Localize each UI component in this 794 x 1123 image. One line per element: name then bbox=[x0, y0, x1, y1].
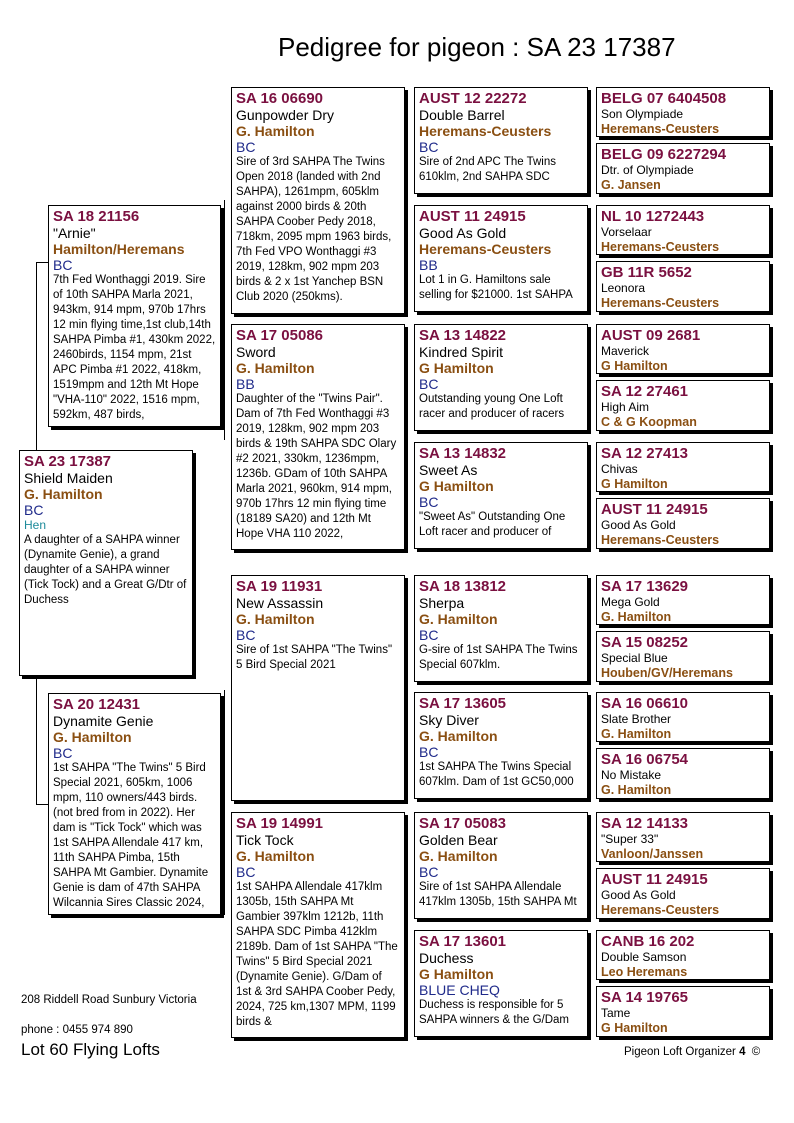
ring-number: AUST 09 2681 bbox=[601, 327, 701, 344]
color: BC bbox=[419, 744, 439, 760]
pigeon-name: "Arnie" bbox=[53, 225, 96, 241]
color: BB bbox=[236, 376, 255, 392]
ring-number: SA 14 19765 bbox=[601, 989, 689, 1006]
pigeon-name: Sweet As bbox=[419, 462, 478, 478]
pigeon-name: Double Barrel bbox=[419, 107, 505, 123]
ring-number: SA 17 05086 bbox=[236, 327, 324, 344]
sire-card[interactable] bbox=[48, 205, 221, 427]
color: BC bbox=[236, 139, 256, 155]
pigeon-name: Dtr. of Olympiade bbox=[601, 163, 694, 177]
notes: A daughter of a SAHPA winner (Dynamite Genie), a grand daughter of a SAHPA winner (Tick Tock) and a Great G/Dtr of Duchess bbox=[24, 534, 187, 606]
pigeon-name: Tame bbox=[601, 1006, 631, 1020]
notes: Daughter of the "Twins Pair". Dam of 7th Fed Wonthaggi #3 2019, 128km, 902 mpm 203 birds & 19th SAHPA SDC Olary #2 2021, 330km, 1236mpm, 1236b. GDam of 10th SAHPA Marla 2021, 960km, 914 mpm, 970b 17hrs 12 min flying time (18189 SA20) and 12th Mt Hope VHA 110 2022, bbox=[236, 393, 397, 540]
breeder: G Hamilton bbox=[601, 1021, 668, 1035]
breeder: G. Hamilton bbox=[419, 611, 498, 627]
breeder: G. Hamilton bbox=[601, 727, 672, 741]
connector-line bbox=[36, 676, 37, 804]
ring-number: SA 16 06754 bbox=[601, 751, 689, 768]
sex: Hen bbox=[24, 518, 47, 532]
ring-number: SA 17 13601 bbox=[419, 933, 507, 950]
ring-number: SA 17 13629 bbox=[601, 578, 689, 595]
ring-number: AUST 11 24915 bbox=[601, 501, 708, 518]
ring-number: SA 19 11931 bbox=[236, 578, 323, 595]
ring-number: SA 16 06690 bbox=[236, 90, 324, 107]
connector-line bbox=[224, 690, 225, 915]
ancestor-card[interactable] bbox=[596, 631, 770, 682]
ring-number: BELG 07 6404508 bbox=[601, 90, 727, 107]
connector-line bbox=[224, 200, 225, 440]
notes: Sire of 1st SAHPA "The Twins" 5 Bird Special 2021 bbox=[236, 644, 393, 671]
breeder: G. Hamilton bbox=[419, 848, 498, 864]
ring-number: AUST 11 24915 bbox=[601, 871, 708, 888]
ancestor-card[interactable] bbox=[596, 498, 770, 549]
ancestor-card[interactable] bbox=[596, 692, 770, 742]
ancestor-card[interactable] bbox=[596, 380, 770, 431]
notes: 7th Fed Wonthaggi 2019. Sire of 10th SAHPA Marla 2021, 943km, 914 mpm, 970b 17hrs 12 min flying time,1st club,14th SAHPA Pimba #1, 430km 2022, 2460birds, 1154 mpm, 21st APC Pimba #1 2022, 418km, 1519mpm and 12th Mt Hope "VHA-110" 2022, 1516 mpm, 592km, 487 birds, bbox=[53, 274, 216, 421]
pigeon-name: Shield Maiden bbox=[24, 470, 113, 486]
breeder: G Hamilton bbox=[601, 477, 668, 491]
breeder: Leo Heremans bbox=[601, 965, 688, 979]
breeder: G. Hamilton bbox=[236, 848, 315, 864]
connector-line bbox=[36, 262, 48, 263]
ring-number: SA 13 14832 bbox=[419, 445, 507, 462]
pigeon-name: Duchess bbox=[419, 950, 474, 966]
breeder: G. Hamilton bbox=[236, 360, 315, 376]
grandparent-card[interactable] bbox=[231, 324, 405, 550]
color: BC bbox=[24, 502, 44, 518]
address: 208 Riddell Road Sunbury Victoria bbox=[21, 994, 197, 1006]
breeder: G. Hamilton bbox=[236, 611, 315, 627]
pigeon-name: Tick Tock bbox=[236, 832, 294, 848]
pigeon-name: New Assassin bbox=[236, 595, 324, 611]
subject-card[interactable] bbox=[19, 450, 193, 676]
phone: phone : 0455 974 890 bbox=[21, 1024, 133, 1036]
ring-number: AUST 11 24915 bbox=[419, 208, 526, 225]
breeder: G Hamilton bbox=[601, 359, 668, 373]
pigeon-name: Golden Bear bbox=[419, 832, 498, 848]
pigeon-name: Sword bbox=[236, 344, 276, 360]
breeder: Heremans-Ceusters bbox=[601, 533, 720, 547]
ancestor-card[interactable] bbox=[596, 261, 770, 312]
great-grandparent-card[interactable] bbox=[414, 442, 588, 549]
color: BB bbox=[419, 257, 438, 273]
ring-number: SA 18 21156 bbox=[53, 208, 140, 225]
ring-number: SA 20 12431 bbox=[53, 696, 141, 713]
breeder: G. Hamilton bbox=[236, 123, 315, 139]
color: BC bbox=[53, 745, 73, 761]
ring-number: SA 12 27461 bbox=[601, 383, 689, 400]
ring-number: SA 17 13605 bbox=[419, 695, 507, 712]
breeder: Heremans-Ceusters bbox=[601, 122, 720, 136]
notes: Outstanding young One Loft racer and producer of racers bbox=[419, 393, 565, 420]
ring-number: SA 13 14822 bbox=[419, 327, 507, 344]
ancestor-card[interactable] bbox=[596, 143, 770, 194]
notes: Sire of 3rd SAHPA The Twins Open 2018 (landed with 2nd SAHPA), 1261mpm, 605klm against 2000 birds & 20th SAHPA Coober Pedy 2018, 718km, 2095 mpm 1963 birds, 7th Fed VPO Wonthaggi #3 2019, 128km, 902 mpm 203 birds & 2 x 1st Yanchep BSN Club 2020 (250kms). bbox=[236, 156, 392, 303]
ring-number: SA 23 17387 bbox=[24, 453, 112, 470]
ancestor-card[interactable] bbox=[596, 324, 770, 374]
color: BLUE CHEQ bbox=[419, 982, 500, 998]
dam-card[interactable] bbox=[48, 693, 221, 915]
breeder: G Hamilton bbox=[419, 478, 494, 494]
pigeon-name: "Super 33" bbox=[601, 832, 659, 846]
breeder: Hamilton/Heremans bbox=[53, 241, 185, 257]
notes: 1st SAHPA Allendale 417klm 1305b, 15th SAHPA Mt Gambier 397klm 1212b, 11th SAHPA SDC Pimba 412klm 2189b. Dam of 1st SAHPA "The Twins" 5 Bird Special 2021 (Dynamite Genie). G/Dam of 1st & 3rd SAHPA Coober Pedy, 2024, 725 km,1307 MPM, 1199 birds & bbox=[236, 881, 398, 1028]
breeder: Heremans-Ceusters bbox=[601, 903, 720, 917]
pigeon-name: Vorselaar bbox=[601, 225, 652, 239]
pigeon-name: Double Samson bbox=[601, 950, 687, 964]
grandparent-card[interactable] bbox=[231, 812, 405, 1038]
pigeon-name: Sherpa bbox=[419, 595, 465, 611]
breeder: G. Hamilton bbox=[53, 729, 132, 745]
color: BC bbox=[53, 257, 73, 273]
breeder: G. Hamilton bbox=[601, 783, 672, 797]
notes: 1st SAHPA "The Twins" 5 Bird Special 2021, 605km, 1006 mpm, 110 owners/443 birds. (not bred from in 2022). Her dam is "Tick Tock" which was 1st SAHPA Allendale 417 km, 11th SAHPA Pimba, 15th SAHPA Mt Gambier. Dynamite Genie is dam of 47th SAHPA Wilcannia Sires Classic 2024, bbox=[53, 762, 209, 909]
breeder: Vanloon/Janssen bbox=[601, 847, 704, 861]
pigeon-name: Dynamite Genie bbox=[53, 713, 154, 729]
ring-number: SA 12 14133 bbox=[601, 815, 689, 832]
copyright-icon: © bbox=[751, 1046, 761, 1058]
breeder: G. Hamilton bbox=[601, 610, 672, 624]
ring-number: BELG 09 6227294 bbox=[601, 146, 727, 163]
ring-number: NL 10 1272443 bbox=[601, 208, 705, 225]
connector-line bbox=[36, 804, 48, 805]
grandparent-card[interactable] bbox=[231, 575, 405, 801]
pigeon-name: Chivas bbox=[601, 462, 638, 476]
ancestor-card[interactable] bbox=[596, 986, 770, 1037]
great-grandparent-card[interactable] bbox=[414, 930, 588, 1037]
notes: Sire of 1st SAHPA Allendale 417klm 1305b, 15th SAHPA Mt bbox=[419, 881, 577, 908]
great-grandparent-card[interactable] bbox=[414, 812, 588, 919]
ancestor-card[interactable] bbox=[596, 868, 770, 919]
ancestor-card[interactable] bbox=[596, 748, 770, 799]
pigeon-name: Leonora bbox=[601, 281, 646, 295]
breeder: G. Hamilton bbox=[24, 486, 103, 502]
connector-line bbox=[36, 262, 37, 450]
notes: Duchess is responsible for 5 SAHPA winners & the G/Dam bbox=[419, 999, 569, 1026]
notes: Lot 1 in G. Hamiltons sale selling for $21000. 1st SAHPA bbox=[419, 274, 573, 301]
notes: Sire of 2nd APC The Twins 610klm, 2nd SAHPA SDC bbox=[419, 156, 557, 183]
pigeon-name: No Mistake bbox=[601, 768, 662, 782]
ring-number: SA 18 13812 bbox=[419, 578, 507, 595]
software-credit bbox=[624, 1046, 760, 1058]
pigeon-name: Good As Gold bbox=[601, 888, 676, 902]
great-grandparent-card[interactable] bbox=[414, 692, 588, 799]
breeder: Houben/GV/Heremans bbox=[601, 666, 733, 680]
breeder: Heremans-Ceusters bbox=[601, 296, 720, 310]
ring-number: SA 16 06610 bbox=[601, 695, 689, 712]
ring-number: SA 15 08252 bbox=[601, 634, 689, 651]
pigeon-name: Son Olympiade bbox=[601, 107, 684, 121]
color: BC bbox=[419, 376, 439, 392]
breeder: G Hamilton bbox=[419, 966, 494, 982]
pigeon-name: Good As Gold bbox=[601, 518, 676, 532]
page-number: 4 bbox=[739, 1046, 746, 1058]
ring-number: CANB 16 202 bbox=[601, 933, 695, 950]
ring-number: SA 17 05083 bbox=[419, 815, 507, 832]
color: BC bbox=[236, 627, 256, 643]
color: BC bbox=[236, 864, 256, 880]
breeder: Heremans-Ceusters bbox=[419, 241, 552, 257]
pigeon-name: High Aim bbox=[601, 400, 650, 414]
notes: 1st SAHPA The Twins Special 607klm. Dam of 1st GC50,000 bbox=[419, 761, 574, 788]
great-grandparent-card[interactable] bbox=[414, 575, 588, 682]
ancestor-card[interactable] bbox=[596, 205, 770, 255]
pigeon-name: Gunpowder Dry bbox=[236, 107, 335, 123]
ancestor-card[interactable] bbox=[596, 930, 770, 980]
ancestor-card[interactable] bbox=[596, 442, 770, 492]
ancestor-card[interactable] bbox=[596, 575, 770, 625]
breeder: Heremans-Ceusters bbox=[419, 123, 552, 139]
lot-label: Lot 60 Flying Lofts bbox=[21, 1040, 160, 1059]
pigeon-name: Maverick bbox=[601, 344, 650, 358]
pigeon-name: Sky Diver bbox=[419, 712, 479, 728]
breeder: C & G Koopman bbox=[601, 415, 697, 429]
great-grandparent-card[interactable] bbox=[414, 87, 588, 194]
pigeon-name: Special Blue bbox=[601, 651, 668, 665]
great-grandparent-card[interactable] bbox=[414, 205, 588, 312]
ancestor-card[interactable] bbox=[596, 87, 770, 137]
ring-number: SA 12 27413 bbox=[601, 445, 689, 462]
breeder: G. Jansen bbox=[601, 178, 661, 192]
page-title: Pedigree for pigeon : SA 23 17387 bbox=[278, 32, 676, 62]
pigeon-name: Mega Gold bbox=[601, 595, 660, 609]
breeder: G. Hamilton bbox=[419, 728, 498, 744]
grandparent-card[interactable] bbox=[231, 87, 405, 314]
great-grandparent-card[interactable] bbox=[414, 324, 588, 431]
color: BC bbox=[419, 627, 439, 643]
breeder: Heremans-Ceusters bbox=[601, 240, 720, 254]
color: BC bbox=[419, 494, 439, 510]
pigeon-name: Slate Brother bbox=[601, 712, 672, 726]
ancestor-card[interactable] bbox=[596, 812, 770, 862]
ring-number: GB 11R 5652 bbox=[601, 264, 692, 281]
breeder: G Hamilton bbox=[419, 360, 494, 376]
notes: "Sweet As" Outstanding One Loft racer and producer of bbox=[419, 511, 566, 538]
ring-number: AUST 12 22272 bbox=[419, 90, 527, 107]
software-name: Pigeon Loft Organizer bbox=[624, 1046, 736, 1058]
pigeon-name: Kindred Spirit bbox=[419, 344, 504, 360]
ring-number: SA 19 14991 bbox=[236, 815, 324, 832]
color: BC bbox=[419, 139, 439, 155]
pigeon-name: Good As Gold bbox=[419, 225, 507, 241]
color: BC bbox=[419, 864, 439, 880]
notes: G-sire of 1st SAHPA The Twins Special 607klm. bbox=[419, 644, 578, 671]
